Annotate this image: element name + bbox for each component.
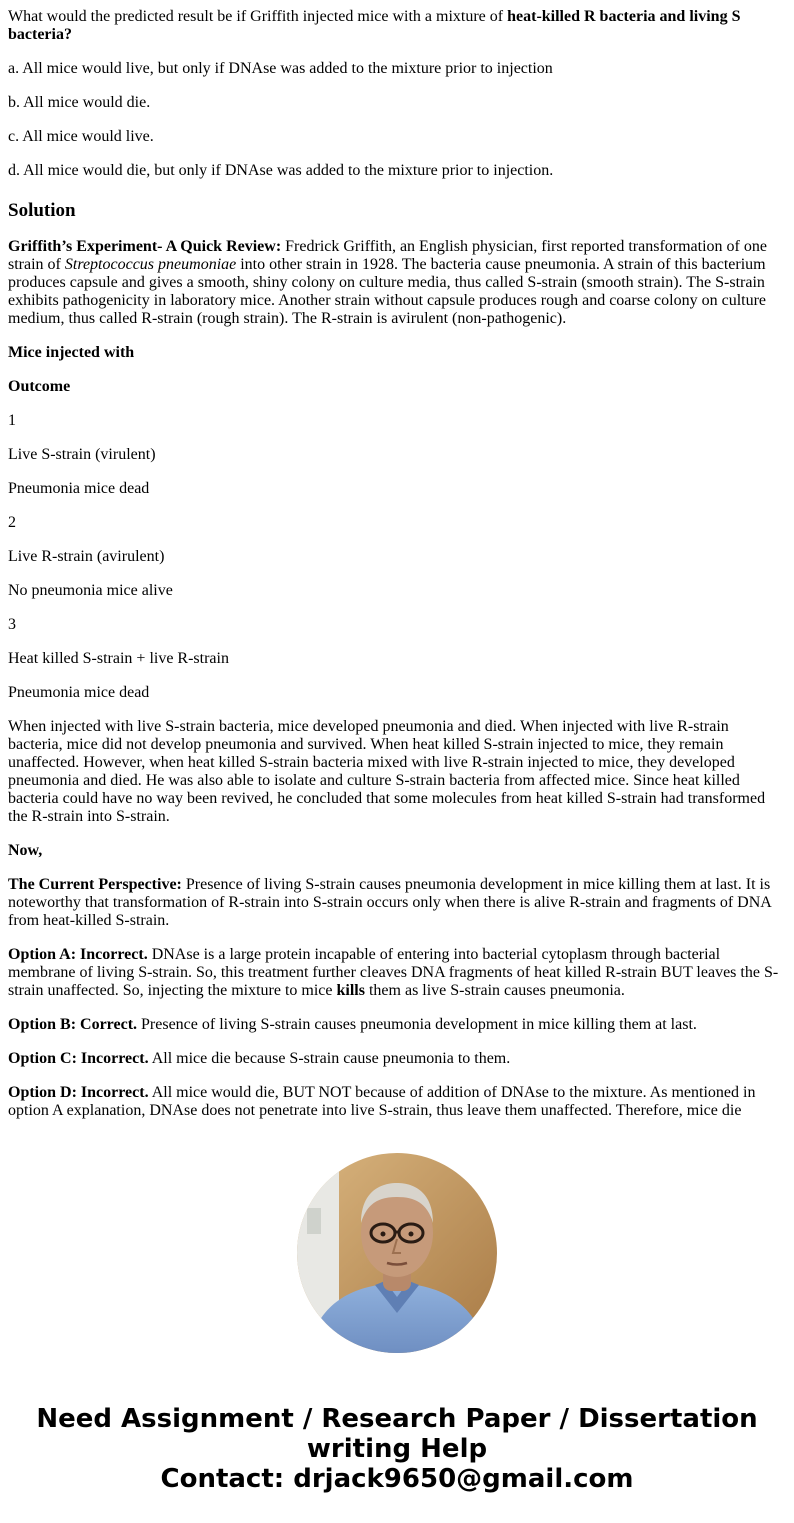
perspective-paragraph: The Current Perspective: Presence of living S-strain causes pneumonia development in mice killing them at last. It is noteworthy that transformation of R-strain into S-strain occurs only when there is alive R-strain and fragments of DNA from heat-killed S-strain. bbox=[8, 876, 771, 929]
table-row-2-injected: Live R-strain (avirulent) bbox=[8, 548, 165, 565]
footer-banner bbox=[0, 1404, 794, 1494]
photo-switch bbox=[307, 1208, 321, 1234]
photo-right-eye bbox=[409, 1232, 414, 1237]
author-photo bbox=[297, 1153, 497, 1353]
solution-heading: Solution bbox=[8, 200, 76, 221]
option-c-explanation: Option C: Incorrect. All mice die because S-strain cause pneumonia to them. bbox=[8, 1050, 511, 1067]
option-b-explanation: Option B: Correct. Presence of living S-strain causes pneumonia development in mice killing them at last. bbox=[8, 1016, 697, 1033]
table-row-2-num: 2 bbox=[8, 514, 16, 531]
footer-contact-line: Contact: drjack9650@gmail.com bbox=[160, 1464, 634, 1494]
table-row-1-injected: Live S-strain (virulent) bbox=[8, 446, 156, 463]
table-row-1-num: 1 bbox=[8, 412, 16, 429]
option-a-explanation: Option A: Incorrect. DNAse is a large protein incapable of entering into bacterial cytoplasm through bacterial membrane of living S-strain. So, this treatment further cleaves DNA fragments of heat killed R-strain BUT leaves the S-strain unaffected. So, injecting the mixture to mice kills them as live S-strain causes pneumonia. bbox=[8, 946, 779, 999]
table-row-1-outcome: Pneumonia mice dead bbox=[8, 480, 150, 497]
review-label: Griffith’s Experiment- A Quick Review: bbox=[8, 238, 282, 255]
perspective-label: The Current Perspective: bbox=[8, 876, 182, 893]
question-text-plain: What would the predicted result be if Griffith injected mice with a mixture of bbox=[8, 8, 508, 25]
option-a: a. All mice would live, but only if DNAse was added to the mixture prior to injection bbox=[8, 60, 553, 77]
question-text bbox=[8, 8, 782, 44]
document-content bbox=[8, 8, 782, 1136]
table-row-3-outcome: Pneumonia mice dead bbox=[8, 684, 150, 701]
option-b: b. All mice would die. bbox=[8, 94, 151, 111]
footer-help-line: Need Assignment / Research Paper / Dissertation writing Help bbox=[36, 1404, 758, 1464]
now-label: Now, bbox=[8, 842, 43, 859]
review-paragraph: Griffith’s Experiment- A Quick Review: Fredrick Griffith, an English physician, first reported transformation of one strain of Streptococcus pneumoniae into other strain in 1928. The bacteria cause pneumonia. A strain of this bacterium produces capsule and gives a smooth, shiny colony on culture media, thus called S-strain (smooth strain). The S-strain exhibits pathogenicity in laboratory mice. Another strain without capsule produces rough and coarse colony on culture medium, thus called R-strain (rough strain). The R-strain is avirulent (non-pathogenic). bbox=[8, 238, 767, 327]
author-avatar bbox=[297, 1153, 497, 1353]
option-d: d. All mice would die, but only if DNAse was added to the mixture prior to injection. bbox=[8, 162, 554, 179]
table-header-outcome: Outcome bbox=[8, 378, 71, 395]
table-header-injected: Mice injected with bbox=[8, 344, 135, 361]
table-row-3-injected: Heat killed S-strain + live R-strain bbox=[8, 650, 229, 667]
table-row-3-num: 3 bbox=[8, 616, 16, 633]
explanation-paragraph: When injected with live S-strain bacteria, mice developed pneumonia and died. When injected with live R-strain bacteria, mice did not develop pneumonia and survived. When heat killed S-strain injected to mice, they remain unaffected. However, when heat killed S-strain bacteria mixed with live R-strain injected to mice, they developed pneumonia and died. He was also able to isolate and culture S-strain bacteria from affected mice. Since heat killed bacteria could have no way been revived, he concluded that some molecules from heat killed S-strain had transformed the R-strain into S-strain. bbox=[8, 718, 766, 825]
table-row-2-outcome: No pneumonia mice alive bbox=[8, 582, 173, 599]
option-d-explanation: Option D: Incorrect. All mice would die, BUT NOT because of addition of DNAse to the mixture. As mentioned in option A explanation, DNAse does not penetrate into live S-strain, thus leave them unaffected. Therefore, mice die bbox=[8, 1084, 756, 1119]
question-text-bold: heat-killed R bacteria and living S bacteria? bbox=[8, 8, 741, 43]
option-c: c. All mice would live. bbox=[8, 128, 154, 145]
photo-left-eye bbox=[381, 1232, 386, 1237]
species-name: Streptococcus pneumoniae bbox=[64, 256, 237, 273]
